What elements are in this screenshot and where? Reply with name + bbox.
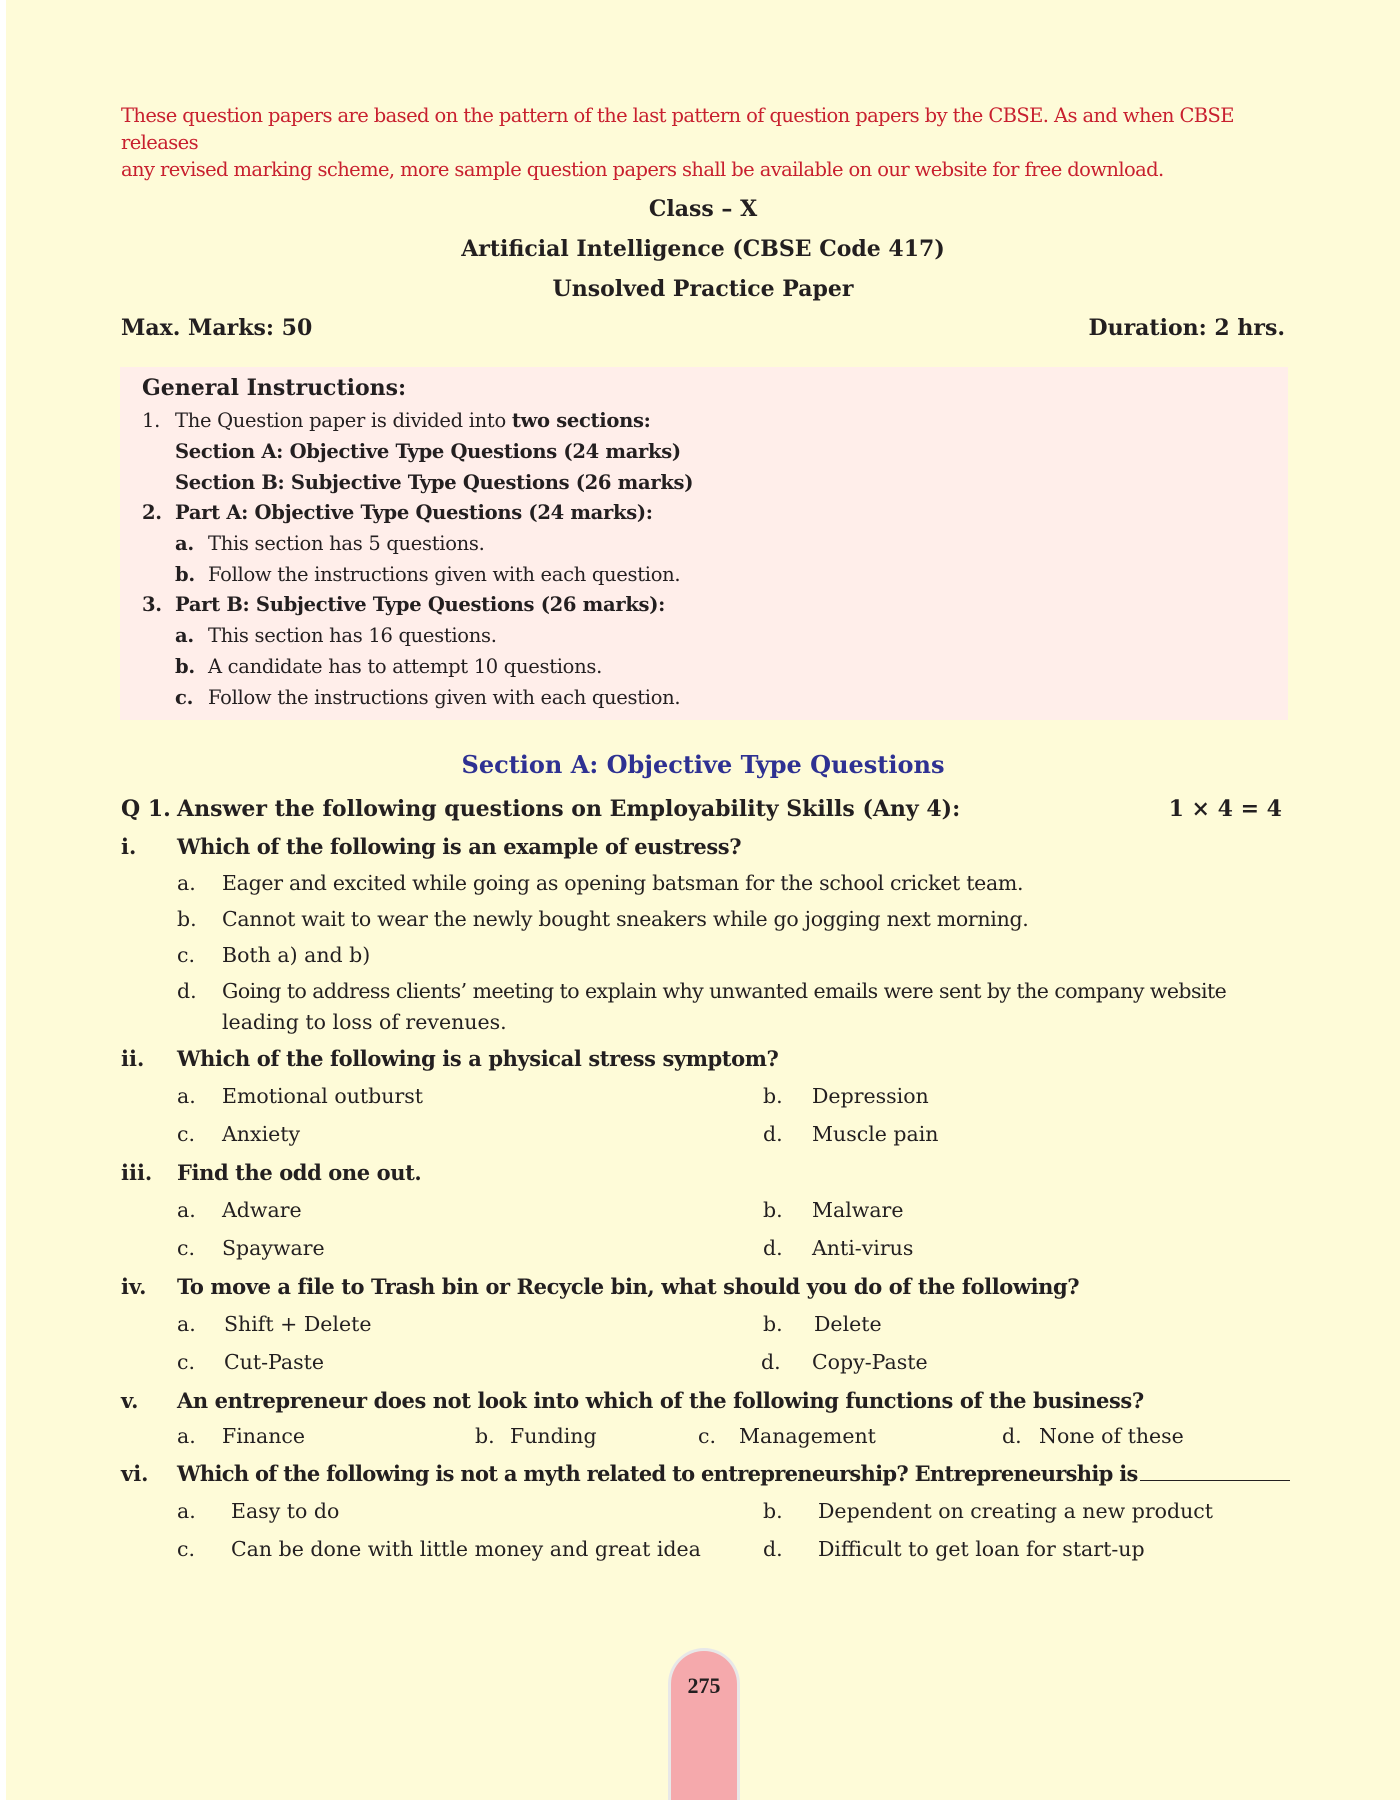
- instruction-bold: two sections:: [511, 409, 651, 432]
- option-letter: b.: [763, 1312, 783, 1336]
- question-text: Which of the following is a physical stress symptom?: [177, 1046, 779, 1071]
- instruction-item-2a: [175, 532, 485, 555]
- page-number-tab: [668, 1648, 740, 1800]
- instruction-number: 3.: [142, 593, 162, 616]
- question-number: iv.: [121, 1274, 147, 1299]
- option-letter: a.: [177, 1424, 196, 1448]
- q1-text: Answer the following questions on Employability Skills (Any 4):: [177, 796, 961, 822]
- option-letter: c.: [177, 1350, 195, 1374]
- instruction-item-3c: [175, 686, 680, 709]
- option-text: Adware: [222, 1198, 302, 1222]
- option-text: Funding: [510, 1424, 597, 1448]
- instruction-letter: a.: [175, 624, 194, 647]
- option-letter: b.: [763, 1499, 783, 1523]
- section-a-title: Section A: Objective Type Questions: [461, 750, 945, 779]
- option-letter: c.: [698, 1424, 716, 1448]
- instructions-title: General Instructions:: [142, 375, 407, 401]
- instruction-letter: c.: [175, 686, 194, 709]
- option-letter: a.: [177, 1312, 196, 1336]
- option-text: Delete: [814, 1312, 882, 1336]
- question-text: To move a file to Trash bin or Recycle bin, what should you do of the following?: [177, 1274, 1080, 1299]
- option-letter: a.: [177, 1198, 196, 1222]
- question-number: i.: [121, 834, 137, 859]
- option-letter: c.: [177, 1122, 195, 1146]
- answer-blank: [1140, 1462, 1290, 1481]
- option-text: Muscle pain: [812, 1122, 939, 1146]
- q1-label: Q 1.: [121, 796, 171, 822]
- instruction-item-1-sub-2: Section B: Subjective Type Questions (26 marks): [175, 471, 694, 494]
- option-text: Spayware: [222, 1236, 325, 1260]
- option-letter: a.: [177, 1499, 196, 1523]
- option-letter: d.: [763, 1122, 783, 1146]
- option-letter: b.: [763, 1198, 783, 1222]
- instruction-text: Follow the instructions given with each question.: [208, 686, 681, 709]
- question-text: An entrepreneur does not look into which of the following functions of the business?: [177, 1388, 1144, 1413]
- instruction-letter: b.: [175, 655, 195, 678]
- question-text: Which of the following is an example of eustress?: [177, 834, 742, 859]
- instruction-text: A candidate has to attempt 10 questions.: [208, 655, 602, 678]
- option-text: Can be done with little money and great idea: [231, 1537, 701, 1561]
- instruction-item-1-sub-1: Section A: Objective Type Questions (24 marks): [175, 440, 681, 463]
- instruction-text: Follow the instructions given with each question.: [208, 563, 681, 586]
- option-text: Both a) and b): [222, 943, 371, 967]
- option-text: Cut-Paste: [224, 1350, 325, 1374]
- notice-line-1: These question papers are based on the pattern of the last pattern of question papers by the CBSE. As and when CBSE releases: [121, 104, 1234, 154]
- instruction-text: This section has 5 questions.: [208, 532, 485, 555]
- option-letter: c.: [177, 1236, 195, 1260]
- page: [6, 0, 1400, 1800]
- instruction-letter: a.: [175, 532, 194, 555]
- option-text: Malware: [812, 1198, 904, 1222]
- option-letter: d.: [763, 1236, 783, 1260]
- option-text: Depression: [812, 1084, 929, 1108]
- option-text: Management: [739, 1424, 876, 1448]
- instruction-text: The Question paper is divided into: [175, 409, 512, 432]
- option-text: Easy to do: [231, 1499, 340, 1523]
- instruction-item-3: [142, 593, 665, 616]
- instruction-item-2b: [175, 563, 680, 586]
- question-number: iii.: [121, 1160, 153, 1185]
- duration: Duration: 2 hrs.: [1088, 315, 1285, 341]
- instruction-item-3b: [175, 655, 602, 678]
- instruction-item-1: [142, 409, 651, 432]
- option-letter: b.: [177, 907, 197, 931]
- instruction-number: 2.: [142, 501, 162, 524]
- q1-marks: 1 × 4 = 4: [1168, 796, 1282, 822]
- max-marks: Max. Marks: 50: [121, 315, 313, 341]
- option-letter: b.: [475, 1424, 495, 1448]
- option-letter: d.: [177, 979, 197, 1003]
- instruction-item-3a: [175, 624, 497, 647]
- option-text: Difficult to get loan for start-up: [818, 1537, 1145, 1561]
- option-text: None of these: [1039, 1424, 1184, 1448]
- option-letter: a.: [177, 1084, 196, 1108]
- instruction-number: 1.: [142, 409, 161, 432]
- option-text-continued: leading to loss of revenues.: [222, 1010, 507, 1034]
- class-heading: Class – X: [648, 196, 758, 222]
- instruction-text: Part A: Objective Type Questions (24 marks):: [175, 501, 653, 524]
- option-text: Eager and excited while going as opening batsman for the school cricket team.: [222, 871, 1024, 895]
- instruction-letter: b.: [175, 563, 195, 586]
- question-text-content: Which of the following is not a myth related to entrepreneurship? Entrepreneurship is: [177, 1461, 1138, 1486]
- subject-heading: Artificial Intelligence (CBSE Code 417): [461, 236, 945, 262]
- option-text: Cannot wait to wear the newly bought sneakers while go jogging next morning.: [222, 907, 1029, 931]
- question-number: vi.: [121, 1461, 149, 1486]
- option-text: Dependent on creating a new product: [818, 1499, 1214, 1523]
- question-number: ii.: [121, 1046, 145, 1071]
- option-text: Anxiety: [222, 1122, 301, 1146]
- option-letter: d.: [1002, 1424, 1022, 1448]
- option-text: Shift + Delete: [224, 1312, 372, 1336]
- question-text: [177, 1461, 1290, 1486]
- option-letter: b.: [763, 1084, 783, 1108]
- question-number: v.: [121, 1388, 139, 1413]
- instruction-text: Part B: Subjective Type Questions (26 marks):: [175, 593, 666, 616]
- option-text: Finance: [222, 1424, 306, 1448]
- paper-type-heading: Unsolved Practice Paper: [552, 276, 854, 302]
- instruction-item-2: [142, 501, 653, 524]
- option-letter: a.: [177, 871, 196, 895]
- notice-line-2: any revised marking scheme, more sample question papers shall be available on our website for free download.: [121, 158, 1164, 181]
- option-text: Anti-virus: [812, 1236, 914, 1260]
- option-letter: d.: [763, 1537, 783, 1561]
- option-letter: d.: [761, 1350, 781, 1374]
- option-letter: c.: [177, 943, 195, 967]
- publisher-notice: [121, 102, 1289, 183]
- general-instructions-box: [120, 367, 1288, 720]
- option-text: Emotional outburst: [222, 1084, 424, 1108]
- option-text: Copy-Paste: [812, 1350, 928, 1374]
- instruction-text: This section has 16 questions.: [208, 624, 497, 647]
- option-text: Going to address clients’ meeting to explain why unwanted emails were sent by the company website: [222, 979, 1227, 1003]
- option-letter: c.: [177, 1537, 195, 1561]
- page-number: 275: [687, 1673, 721, 1698]
- question-text: Find the odd one out.: [177, 1160, 422, 1185]
